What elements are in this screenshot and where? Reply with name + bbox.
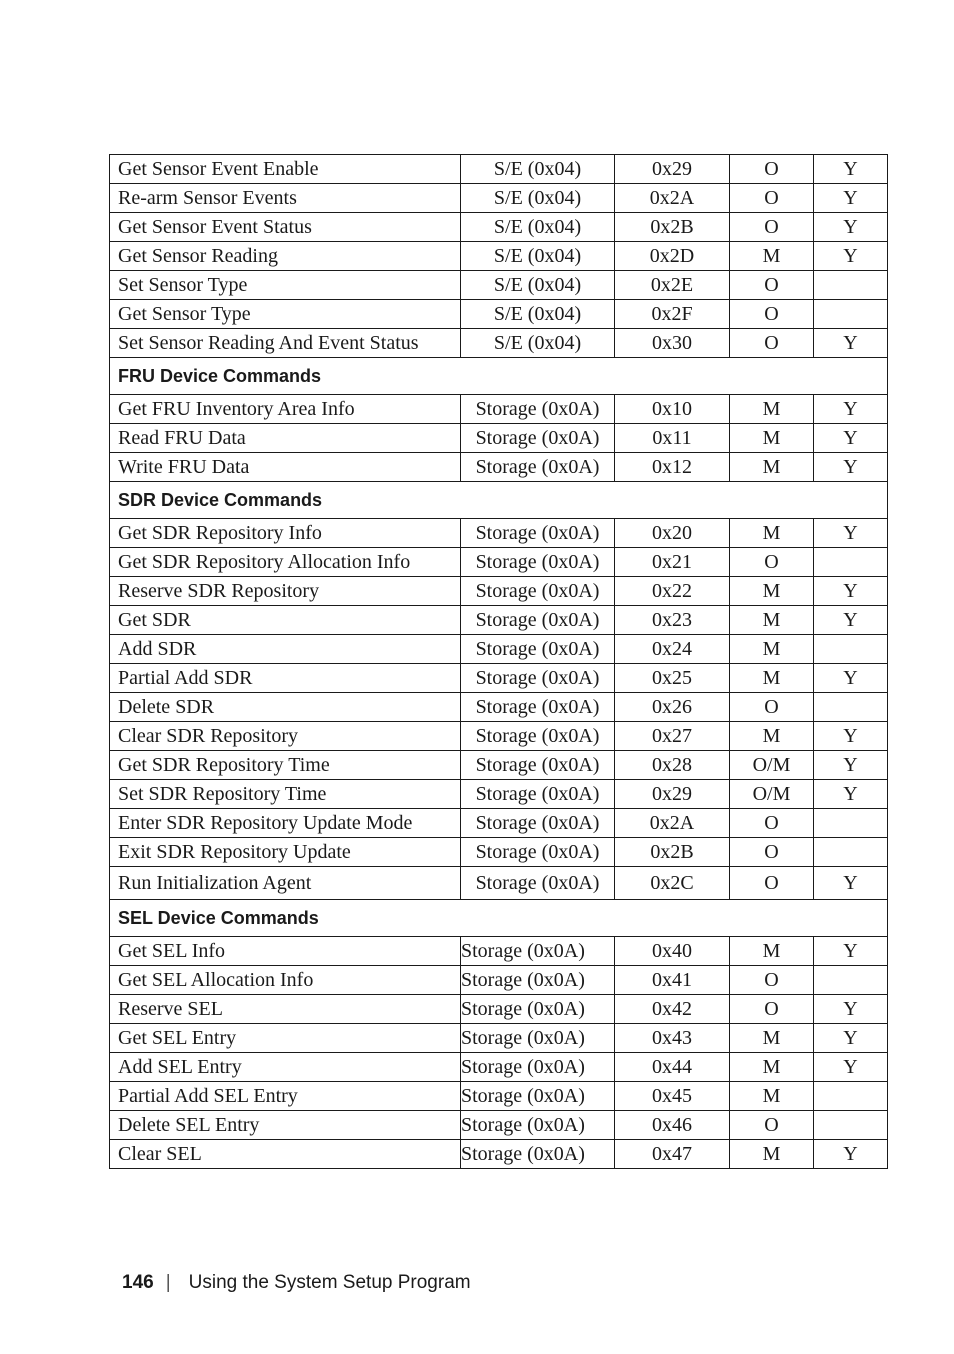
netfn-cell: Storage (0x0A)	[461, 809, 615, 838]
page-footer	[122, 1272, 471, 1294]
command-code-cell: 0x11	[615, 424, 730, 453]
command-name-cell: Reserve SEL	[110, 995, 461, 1024]
command-code-cell: 0x12	[615, 453, 730, 482]
section-header-row	[110, 482, 888, 519]
command-code-cell: 0x46	[615, 1111, 730, 1140]
requirement-cell: M	[730, 242, 814, 271]
requirement-cell: O	[730, 838, 814, 867]
command-code-cell: 0x2B	[615, 213, 730, 242]
table-row	[110, 1024, 888, 1053]
command-name-cell: Get Sensor Reading	[110, 242, 461, 271]
netfn-cell: S/E (0x04)	[461, 242, 615, 271]
supported-cell: Y	[814, 155, 888, 184]
netfn-cell: S/E (0x04)	[461, 213, 615, 242]
command-name-cell: Enter SDR Repository Update Mode	[110, 809, 461, 838]
supported-cell: Y	[814, 937, 888, 966]
supported-cell: Y	[814, 867, 888, 900]
command-code-cell: 0x42	[615, 995, 730, 1024]
command-code-cell: 0x23	[615, 606, 730, 635]
requirement-cell: M	[730, 1140, 814, 1169]
netfn-cell: Storage (0x0A)	[461, 966, 615, 995]
requirement-cell: M	[730, 519, 814, 548]
requirement-cell: O	[730, 867, 814, 900]
command-code-cell: 0x44	[615, 1053, 730, 1082]
section-title: SEL Device Commands	[110, 900, 888, 937]
command-code-cell: 0x2A	[615, 809, 730, 838]
requirement-cell: M	[730, 424, 814, 453]
command-name-cell: Add SDR	[110, 635, 461, 664]
command-code-cell: 0x41	[615, 966, 730, 995]
supported-cell	[814, 271, 888, 300]
netfn-cell: Storage (0x0A)	[461, 867, 615, 900]
netfn-cell: Storage (0x0A)	[461, 1053, 615, 1082]
requirement-cell: O	[730, 1111, 814, 1140]
command-code-cell: 0x10	[615, 395, 730, 424]
requirement-cell: O	[730, 155, 814, 184]
command-name-cell: Get SEL Entry	[110, 1024, 461, 1053]
table-row	[110, 271, 888, 300]
command-code-cell: 0x25	[615, 664, 730, 693]
netfn-cell: S/E (0x04)	[461, 184, 615, 213]
requirement-cell: O	[730, 966, 814, 995]
command-name-cell: Get SDR Repository Allocation Info	[110, 548, 461, 577]
supported-cell: Y	[814, 453, 888, 482]
command-name-cell: Get SDR	[110, 606, 461, 635]
table-row	[110, 155, 888, 184]
section-header-row	[110, 358, 888, 395]
command-name-cell: Clear SDR Repository	[110, 722, 461, 751]
table-row	[110, 548, 888, 577]
requirement-cell: M	[730, 635, 814, 664]
netfn-cell: Storage (0x0A)	[461, 395, 615, 424]
requirement-cell: O	[730, 213, 814, 242]
supported-cell	[814, 300, 888, 329]
table-row	[110, 995, 888, 1024]
netfn-cell: Storage (0x0A)	[461, 1082, 615, 1111]
supported-cell: Y	[814, 1024, 888, 1053]
netfn-cell: Storage (0x0A)	[461, 780, 615, 809]
table-row	[110, 867, 888, 900]
supported-cell: Y	[814, 184, 888, 213]
supported-cell: Y	[814, 213, 888, 242]
command-name-cell: Add SEL Entry	[110, 1053, 461, 1082]
netfn-cell: Storage (0x0A)	[461, 519, 615, 548]
requirement-cell: O	[730, 329, 814, 358]
requirement-cell: O	[730, 548, 814, 577]
table-row	[110, 751, 888, 780]
requirement-cell: M	[730, 395, 814, 424]
command-name-cell: Re-arm Sensor Events	[110, 184, 461, 213]
netfn-cell: Storage (0x0A)	[461, 838, 615, 867]
supported-cell	[814, 693, 888, 722]
page-number: 146	[122, 1272, 154, 1293]
supported-cell	[814, 1082, 888, 1111]
chapter-title: Using the System Setup Program	[188, 1272, 471, 1293]
command-name-cell: Get SEL Info	[110, 937, 461, 966]
table-row	[110, 577, 888, 606]
command-name-cell: Delete SEL Entry	[110, 1111, 461, 1140]
command-name-cell: Get SDR Repository Time	[110, 751, 461, 780]
command-name-cell: Get Sensor Type	[110, 300, 461, 329]
table-row	[110, 635, 888, 664]
netfn-cell: Storage (0x0A)	[461, 453, 615, 482]
netfn-cell: Storage (0x0A)	[461, 1140, 615, 1169]
requirement-cell: M	[730, 1082, 814, 1111]
requirement-cell: O	[730, 300, 814, 329]
netfn-cell: Storage (0x0A)	[461, 722, 615, 751]
command-name-cell: Get SEL Allocation Info	[110, 966, 461, 995]
supported-cell: Y	[814, 606, 888, 635]
supported-cell: Y	[814, 1140, 888, 1169]
table-row	[110, 1053, 888, 1082]
requirement-cell: O	[730, 693, 814, 722]
supported-cell	[814, 1111, 888, 1140]
requirement-cell: M	[730, 453, 814, 482]
command-code-cell: 0x30	[615, 329, 730, 358]
command-code-cell: 0x29	[615, 780, 730, 809]
table-row	[110, 453, 888, 482]
command-name-cell: Delete SDR	[110, 693, 461, 722]
netfn-cell: Storage (0x0A)	[461, 1111, 615, 1140]
requirement-cell: O	[730, 809, 814, 838]
command-code-cell: 0x2A	[615, 184, 730, 213]
table-row	[110, 329, 888, 358]
netfn-cell: Storage (0x0A)	[461, 1024, 615, 1053]
command-name-cell: Write FRU Data	[110, 453, 461, 482]
supported-cell: Y	[814, 751, 888, 780]
command-code-cell: 0x22	[615, 577, 730, 606]
requirement-cell: M	[730, 577, 814, 606]
supported-cell: Y	[814, 995, 888, 1024]
table-row	[110, 606, 888, 635]
table-row	[110, 693, 888, 722]
netfn-cell: Storage (0x0A)	[461, 577, 615, 606]
command-name-cell: Get FRU Inventory Area Info	[110, 395, 461, 424]
table-row	[110, 1111, 888, 1140]
command-code-cell: 0x2E	[615, 271, 730, 300]
supported-cell: Y	[814, 780, 888, 809]
requirement-cell: O/M	[730, 780, 814, 809]
requirement-cell: M	[730, 606, 814, 635]
supported-cell	[814, 548, 888, 577]
table-row	[110, 838, 888, 867]
requirement-cell: M	[730, 1024, 814, 1053]
command-code-cell: 0x45	[615, 1082, 730, 1111]
netfn-cell: Storage (0x0A)	[461, 937, 615, 966]
command-code-cell: 0x28	[615, 751, 730, 780]
supported-cell: Y	[814, 424, 888, 453]
table-row	[110, 809, 888, 838]
section-header-row	[110, 900, 888, 937]
table-row	[110, 664, 888, 693]
command-name-cell: Set SDR Repository Time	[110, 780, 461, 809]
command-code-cell: 0x21	[615, 548, 730, 577]
command-code-cell: 0x2F	[615, 300, 730, 329]
command-code-cell: 0x2B	[615, 838, 730, 867]
command-name-cell: Clear SEL	[110, 1140, 461, 1169]
command-name-cell: Set Sensor Reading And Event Status	[110, 329, 461, 358]
requirement-cell: M	[730, 937, 814, 966]
command-table-body	[110, 155, 888, 1169]
requirement-cell: M	[730, 664, 814, 693]
requirement-cell: M	[730, 1053, 814, 1082]
supported-cell: Y	[814, 1053, 888, 1082]
command-name-cell: Get Sensor Event Enable	[110, 155, 461, 184]
table-row	[110, 300, 888, 329]
command-name-cell: Read FRU Data	[110, 424, 461, 453]
supported-cell: Y	[814, 329, 888, 358]
command-code-cell: 0x24	[615, 635, 730, 664]
table-row	[110, 966, 888, 995]
netfn-cell: Storage (0x0A)	[461, 664, 615, 693]
supported-cell: Y	[814, 242, 888, 271]
ipmi-command-table	[109, 154, 888, 1169]
supported-cell: Y	[814, 519, 888, 548]
command-name-cell: Get SDR Repository Info	[110, 519, 461, 548]
command-code-cell: 0x2D	[615, 242, 730, 271]
command-name-cell: Run Initialization Agent	[110, 867, 461, 900]
netfn-cell: S/E (0x04)	[461, 300, 615, 329]
requirement-cell: M	[730, 722, 814, 751]
requirement-cell: O/M	[730, 751, 814, 780]
table-row	[110, 242, 888, 271]
command-code-cell: 0x29	[615, 155, 730, 184]
command-name-cell: Partial Add SDR	[110, 664, 461, 693]
table-row	[110, 519, 888, 548]
command-code-cell: 0x43	[615, 1024, 730, 1053]
netfn-cell: S/E (0x04)	[461, 155, 615, 184]
supported-cell: Y	[814, 722, 888, 751]
command-code-cell: 0x47	[615, 1140, 730, 1169]
table-row	[110, 184, 888, 213]
requirement-cell: O	[730, 184, 814, 213]
footer-separator: |	[165, 1272, 171, 1293]
supported-cell	[814, 966, 888, 995]
table-row	[110, 780, 888, 809]
netfn-cell: Storage (0x0A)	[461, 995, 615, 1024]
supported-cell: Y	[814, 664, 888, 693]
command-name-cell: Get Sensor Event Status	[110, 213, 461, 242]
command-code-cell: 0x40	[615, 937, 730, 966]
netfn-cell: Storage (0x0A)	[461, 424, 615, 453]
table-row	[110, 1140, 888, 1169]
command-code-cell: 0x2C	[615, 867, 730, 900]
netfn-cell: S/E (0x04)	[461, 329, 615, 358]
command-name-cell: Reserve SDR Repository	[110, 577, 461, 606]
command-name-cell: Set Sensor Type	[110, 271, 461, 300]
netfn-cell: S/E (0x04)	[461, 271, 615, 300]
supported-cell	[814, 635, 888, 664]
command-code-cell: 0x20	[615, 519, 730, 548]
supported-cell	[814, 809, 888, 838]
command-code-cell: 0x26	[615, 693, 730, 722]
supported-cell: Y	[814, 395, 888, 424]
netfn-cell: Storage (0x0A)	[461, 606, 615, 635]
command-name-cell: Partial Add SEL Entry	[110, 1082, 461, 1111]
netfn-cell: Storage (0x0A)	[461, 635, 615, 664]
table-row	[110, 424, 888, 453]
supported-cell: Y	[814, 577, 888, 606]
netfn-cell: Storage (0x0A)	[461, 693, 615, 722]
table-row	[110, 213, 888, 242]
netfn-cell: Storage (0x0A)	[461, 548, 615, 577]
netfn-cell: Storage (0x0A)	[461, 751, 615, 780]
table-row	[110, 937, 888, 966]
section-title: SDR Device Commands	[110, 482, 888, 519]
table-row	[110, 1082, 888, 1111]
supported-cell	[814, 838, 888, 867]
table-row	[110, 722, 888, 751]
command-code-cell: 0x27	[615, 722, 730, 751]
requirement-cell: O	[730, 271, 814, 300]
requirement-cell: O	[730, 995, 814, 1024]
table-row	[110, 395, 888, 424]
section-title: FRU Device Commands	[110, 358, 888, 395]
command-name-cell: Exit SDR Repository Update	[110, 838, 461, 867]
